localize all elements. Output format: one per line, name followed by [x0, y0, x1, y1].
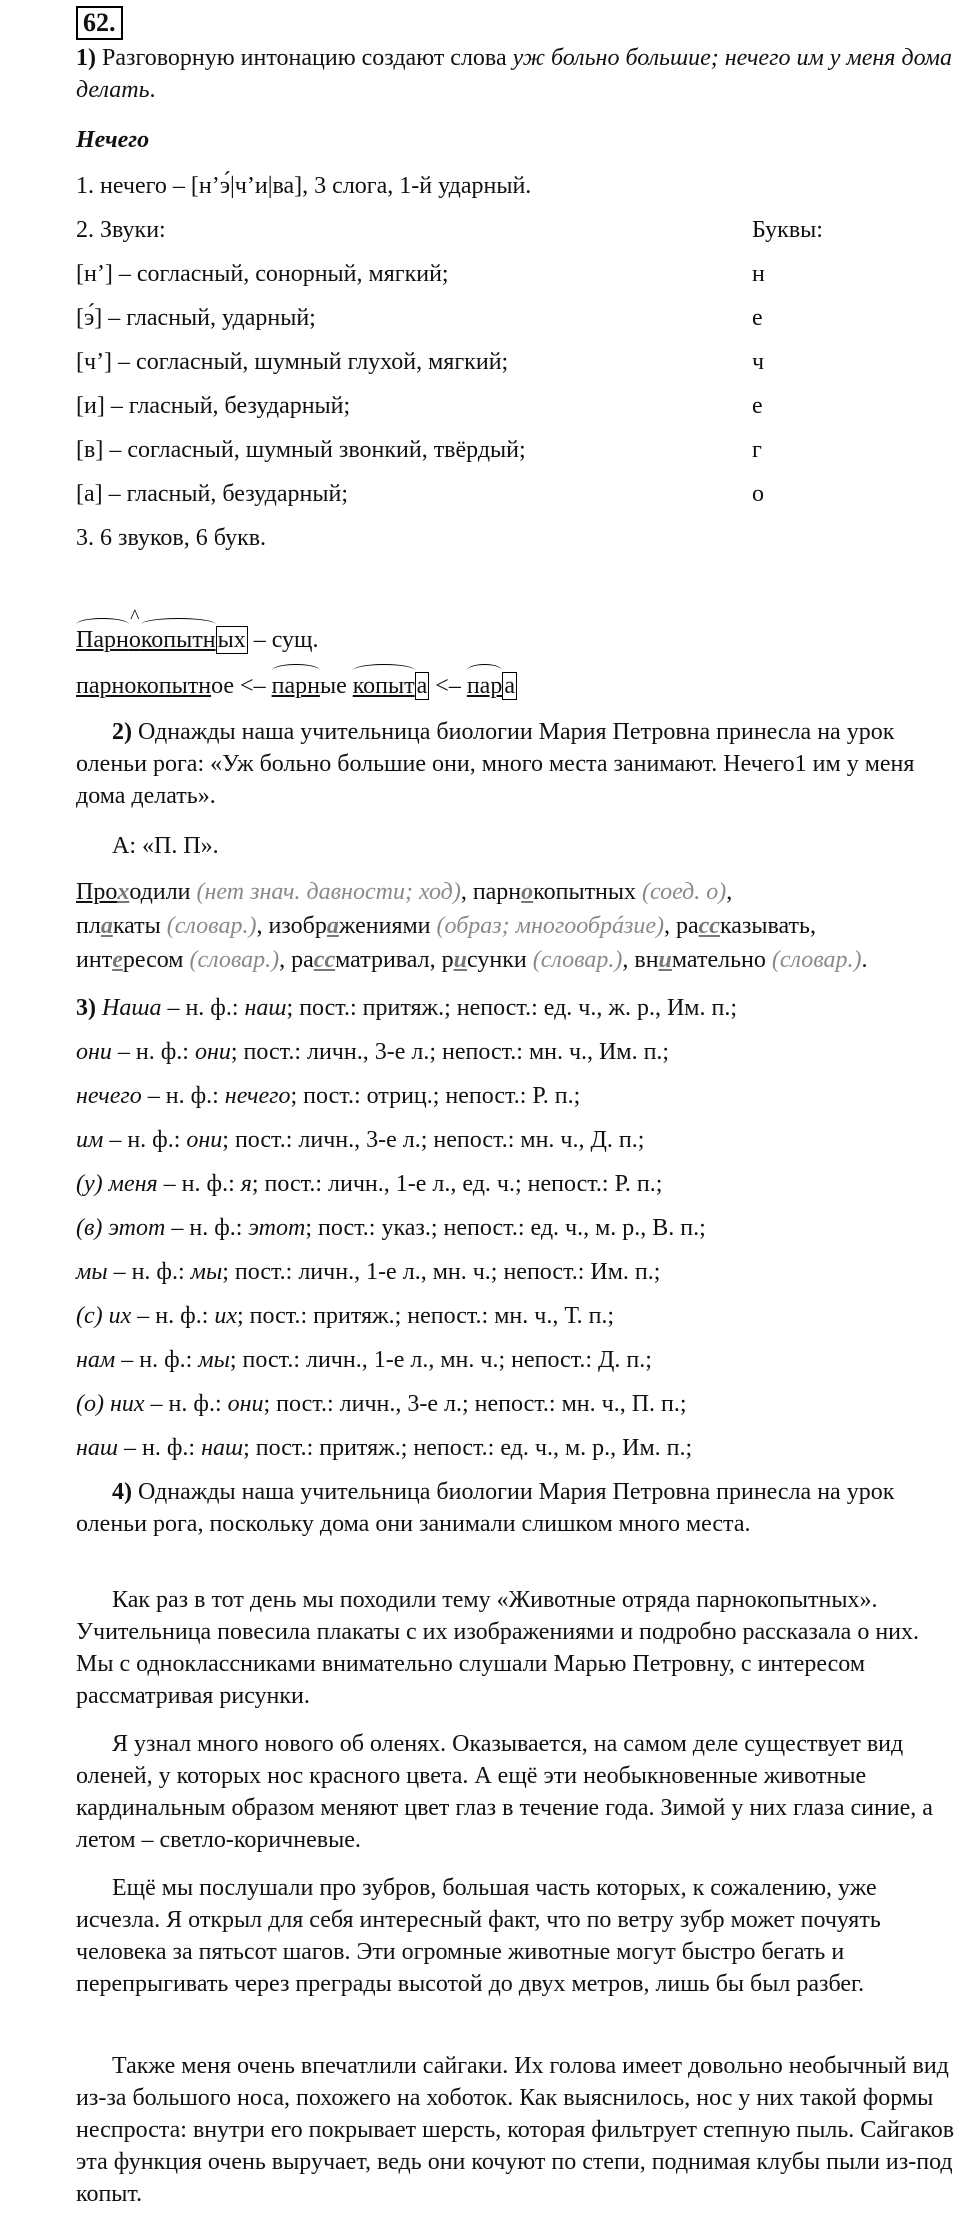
word-heading: Нечего — [76, 127, 150, 153]
pronoun-sep: – н. ф.: — [111, 1039, 195, 1065]
pronoun-initial-form: они — [186, 1127, 223, 1153]
essay-text: Я узнал много нового об оленях. Оказывается, на самом деле существует вид оленей, у которых нос красного цвета. А ещё эти необыкновенные животные кардинальным образом меняют цвет глаз в течение года. Зимой у них глаза синие, а летом – светло-коричневые. — [76, 1731, 933, 1853]
orth-word: , ра — [279, 947, 314, 973]
pronoun-word: нам — [76, 1347, 116, 1373]
intro-text: Разговорную интонацию создают слова — [96, 45, 513, 71]
orthogram-line-3 — [76, 944, 956, 976]
intro-words: уж больно большие; нечего им у меня дома делать — [76, 45, 952, 103]
orth-letter: о — [521, 879, 534, 905]
part2-paragraph — [76, 716, 956, 812]
linking-vowel: ^ о — [129, 624, 141, 656]
derivation-chain — [76, 670, 956, 702]
orth-punct: . — [861, 947, 868, 973]
orth-note: (словар.) — [189, 947, 280, 973]
pronoun-initial-form: они — [194, 1039, 231, 1065]
orth-word: казывать, — [719, 913, 816, 939]
orth-note: (соед. о) — [642, 879, 727, 905]
pronoun-features: ; пост.: притяж.; непост.: ед. ч., м. р., Им. п.; — [243, 1435, 693, 1461]
orth-letter: х — [117, 879, 130, 905]
orth-letter: е — [112, 947, 123, 973]
sound-desc: [ч’] – согласный, шумный глухой, мягкий; — [76, 349, 509, 375]
pronoun-features: ; пост.: указ.; непост.: ед. ч., м. р., В. п.; — [305, 1215, 706, 1241]
pronoun-line — [76, 1036, 956, 1068]
essay-paragraph — [76, 2050, 956, 2210]
orth-word: ресом — [122, 947, 190, 973]
pronoun-word: наш — [76, 1435, 119, 1461]
sound-row — [76, 478, 956, 510]
pronoun-sep: – н. ф.: — [157, 1171, 241, 1197]
orth-letter: а — [100, 913, 113, 939]
orth-note: (образ; многообрáзие) — [436, 913, 664, 939]
pronoun-sep: – н. ф.: — [131, 1303, 215, 1329]
sound-row — [76, 258, 956, 290]
pronoun-line — [76, 1344, 956, 1376]
ending-box: ых — [217, 627, 246, 653]
orth-note: (словар.) — [166, 913, 257, 939]
orth-word: мательно — [671, 947, 772, 973]
part1-label: 1) — [76, 45, 96, 71]
sound-row — [76, 346, 956, 378]
pronoun-sep: – н. ф.: — [107, 1259, 191, 1285]
intro-paragraph — [76, 42, 956, 106]
root-arc — [76, 624, 129, 656]
orth-word: пл — [76, 913, 101, 939]
sound-desc: [э́] – гласный, ударный; — [76, 305, 316, 331]
sound-desc: [а] – гласный, безударный; — [76, 481, 349, 507]
sound-desc: [и] – гласный, безударный; — [76, 393, 351, 419]
sound-row — [76, 434, 956, 466]
pronoun-initial-form: их — [214, 1303, 238, 1329]
pronoun-sep: – н. ф.: — [103, 1127, 187, 1153]
pronoun-features: ; пост.: притяж.; непост.: мн. ч., Т. п.; — [237, 1303, 615, 1329]
pronoun-line — [76, 992, 956, 1024]
pronoun-sep: – н. ф.: — [165, 1215, 249, 1241]
orth-note: (нет знач. давности; ход) — [196, 879, 461, 905]
root-part: Парн — [76, 627, 129, 653]
part3-label: 3) — [76, 995, 96, 1021]
pronoun-word: Наша — [102, 995, 162, 1021]
pronoun-sep: – н. ф.: — [144, 1391, 228, 1417]
orth-punct: , — [726, 879, 733, 905]
orth-note: (словар.) — [771, 947, 862, 973]
transcription-line: 1. нечего – [н’э́|ч’и|ва], 3 слога, 1-й ударный. — [76, 173, 532, 199]
pronoun-line — [76, 1300, 956, 1332]
pronoun-word: (о) них — [76, 1391, 145, 1417]
pronoun-initial-form: наш — [244, 995, 287, 1021]
pronoun-line — [76, 1124, 956, 1156]
pronoun-line — [76, 1256, 956, 1288]
morpheme-word — [76, 624, 956, 656]
sounds-header — [76, 214, 956, 246]
chain-ending-1: ое — [211, 673, 235, 699]
chain-stem-3: копыт — [353, 670, 415, 702]
orth-word: Про — [76, 879, 118, 905]
essay-paragraph — [76, 1476, 956, 1540]
sound-desc: [н’] – согласный, сонорный, мягкий; — [76, 261, 449, 287]
pronoun-initial-form: они — [227, 1391, 264, 1417]
essay-text: Как раз в тот день мы походили тему «Животные отряда парнокопытных». Учительница повесила плакаты с их изображениями и подробно рассказала о них. Мы с одноклассниками внимательно слушали Марью Петровну, с интересом рассматривая рисунки. — [76, 1587, 920, 1709]
letters-label: Буквы: — [752, 217, 823, 243]
orth-word: инт — [76, 947, 113, 973]
sound-letter: о — [752, 481, 764, 507]
pronoun-initial-form: мы — [198, 1347, 230, 1373]
chain-stem-4: пар — [467, 670, 503, 702]
pronoun-word: (у) меня — [76, 1171, 158, 1197]
orth-word: , изобр — [256, 913, 327, 939]
orth-word: , вн — [622, 947, 659, 973]
chain-stem-1: парнокопытн — [76, 673, 212, 699]
part2-text: Однажды наша учительница биологии Мария Петровна принесла на урок оленьи рога: «Уж больно большие они, много места занимают. Нечего1 им у меня дома делать». — [76, 719, 915, 809]
orth-word: копытных — [533, 879, 643, 905]
pronoun-word: мы — [76, 1259, 108, 1285]
pronoun-line — [76, 1432, 956, 1464]
pronoun-features: ; пост.: личн., 1-е л., ед. ч.; непост.: Р. п.; — [251, 1171, 663, 1197]
chain-ending-3: а — [416, 673, 428, 699]
pronoun-initial-form: этот — [248, 1215, 306, 1241]
sound-row — [76, 302, 956, 334]
essay-paragraph — [76, 1584, 956, 1712]
sound-desc: [в] – согласный, шумный звонкий, твёрдый; — [76, 437, 526, 463]
pronoun-word: (в) этот — [76, 1215, 166, 1241]
pronoun-features: ; пост.: личн., 1-е л., мн. ч.; непост.: Им. п.; — [222, 1259, 661, 1285]
pronoun-initial-form: наш — [201, 1435, 244, 1461]
orthogram-line-1 — [76, 876, 956, 908]
pronoun-features: ; пост.: личн., 3-е л.; непост.: мн. ч., Д. п.; — [222, 1127, 645, 1153]
chain-ending-4: а — [504, 673, 515, 699]
pronoun-line — [76, 1388, 956, 1420]
sentence-scheme: А: «П. П». — [112, 833, 219, 859]
chain-arrow: <– — [234, 673, 272, 699]
pronoun-line — [76, 1212, 956, 1244]
orth-letter: и — [658, 947, 672, 973]
pronoun-sep: – н. ф.: — [141, 1083, 225, 1109]
sound-letter: ч — [752, 349, 765, 375]
pronoun-features: ; пост.: притяж.; непост.: ед. ч., ж. р., Им. п.; — [286, 995, 737, 1021]
essay-paragraph — [76, 1728, 956, 1856]
pronoun-features: ; пост.: личн., 3-е л.; непост.: мн. ч., П. п.; — [263, 1391, 687, 1417]
orth-letter: сс — [313, 947, 336, 973]
pronoun-sep: – н. ф.: — [118, 1435, 202, 1461]
pronoun-features: ; пост.: отриц.; непост.: Р. п.; — [290, 1083, 581, 1109]
essay-paragraph — [76, 1872, 956, 2000]
chain-arrow: <– — [429, 673, 467, 699]
orth-letter: и — [453, 947, 468, 973]
pronoun-sep: – н. ф.: — [161, 995, 245, 1021]
part2-label: 2) — [112, 719, 132, 745]
essay-text: Ещё мы послушали про зубров, большая часть которых, к сожалению, уже исчезла. Я открыл для себя интересный факт, что по ветру зубр может почуять человека за пятьсот шагов. Эти огромные животные могут быстро бегать и перепрыгивать через преграды высотой до двух метров, лишь бы был разбег. — [76, 1875, 881, 1997]
essay-text: Также меня очень впечатлили сайгаки. Их голова имеет довольно необычный вид из-за большого носа, похожего на хоботок. Как выяснилось, нос у них такой формы неспроста: внутри его покрывает шерсть, которая фильтрует степную пыль. Сайгаков эта функция очень выручает, ведь они кочуют по степи, поднимая клубы пыли из-под копыт. — [76, 2053, 955, 2207]
sound-row — [76, 390, 956, 422]
intro-end: . — [149, 77, 156, 103]
chain-ending-2: ые — [319, 673, 347, 699]
pronoun-features: ; пост.: личн., 1-е л., мн. ч.; непост.: Д. п.; — [229, 1347, 652, 1373]
sound-letter: г — [752, 437, 762, 463]
pronoun-line — [76, 1168, 956, 1200]
sound-letter: н — [752, 261, 765, 287]
task-number: 62. — [76, 6, 123, 40]
orth-note: (словар.) — [532, 947, 623, 973]
sounds-label: 2. Звуки: — [76, 217, 166, 243]
pronoun-word: (с) их — [76, 1303, 132, 1329]
pronoun-initial-form: нечего — [224, 1083, 291, 1109]
pronoun-initial-form: мы — [190, 1259, 223, 1285]
orthogram-line-2 — [76, 910, 956, 942]
orth-letter: сс — [698, 913, 720, 939]
pronoun-word: им — [76, 1127, 104, 1153]
sound-letter: е — [752, 393, 763, 419]
pronoun-sep: – н. ф.: — [115, 1347, 199, 1373]
chain-stem-2: парн — [272, 670, 320, 702]
orth-letter: а — [326, 913, 339, 939]
pronoun-initial-form: я — [240, 1171, 252, 1197]
pronoun-word: нечего — [76, 1083, 142, 1109]
orth-word: каты — [112, 913, 167, 939]
sound-letter: е — [752, 305, 763, 331]
orth-word: , парн — [460, 879, 522, 905]
pronoun-word: они — [76, 1039, 112, 1065]
orth-word: , ра — [663, 913, 699, 939]
sounds-summary: 3. 6 звуков, 6 букв. — [76, 525, 267, 551]
orth-word: сунки — [467, 947, 533, 973]
orth-word: одили — [129, 879, 197, 905]
part4-label: 4) — [112, 1479, 132, 1505]
orth-word: матривал, р — [335, 947, 454, 973]
orth-word: жениями — [338, 913, 437, 939]
essay-text: Однажды наша учительница биологии Мария Петровна принесла на урок оленьи рога, поскольку дома они занимали слишком много места. — [76, 1479, 895, 1537]
pronoun-features: ; пост.: личн., 3-е л.; непост.: мн. ч., Им. п.; — [230, 1039, 670, 1065]
pronoun-line — [76, 1080, 956, 1112]
root-arc-2: копытн — [141, 624, 216, 656]
pos-label: – сущ. — [247, 627, 319, 653]
